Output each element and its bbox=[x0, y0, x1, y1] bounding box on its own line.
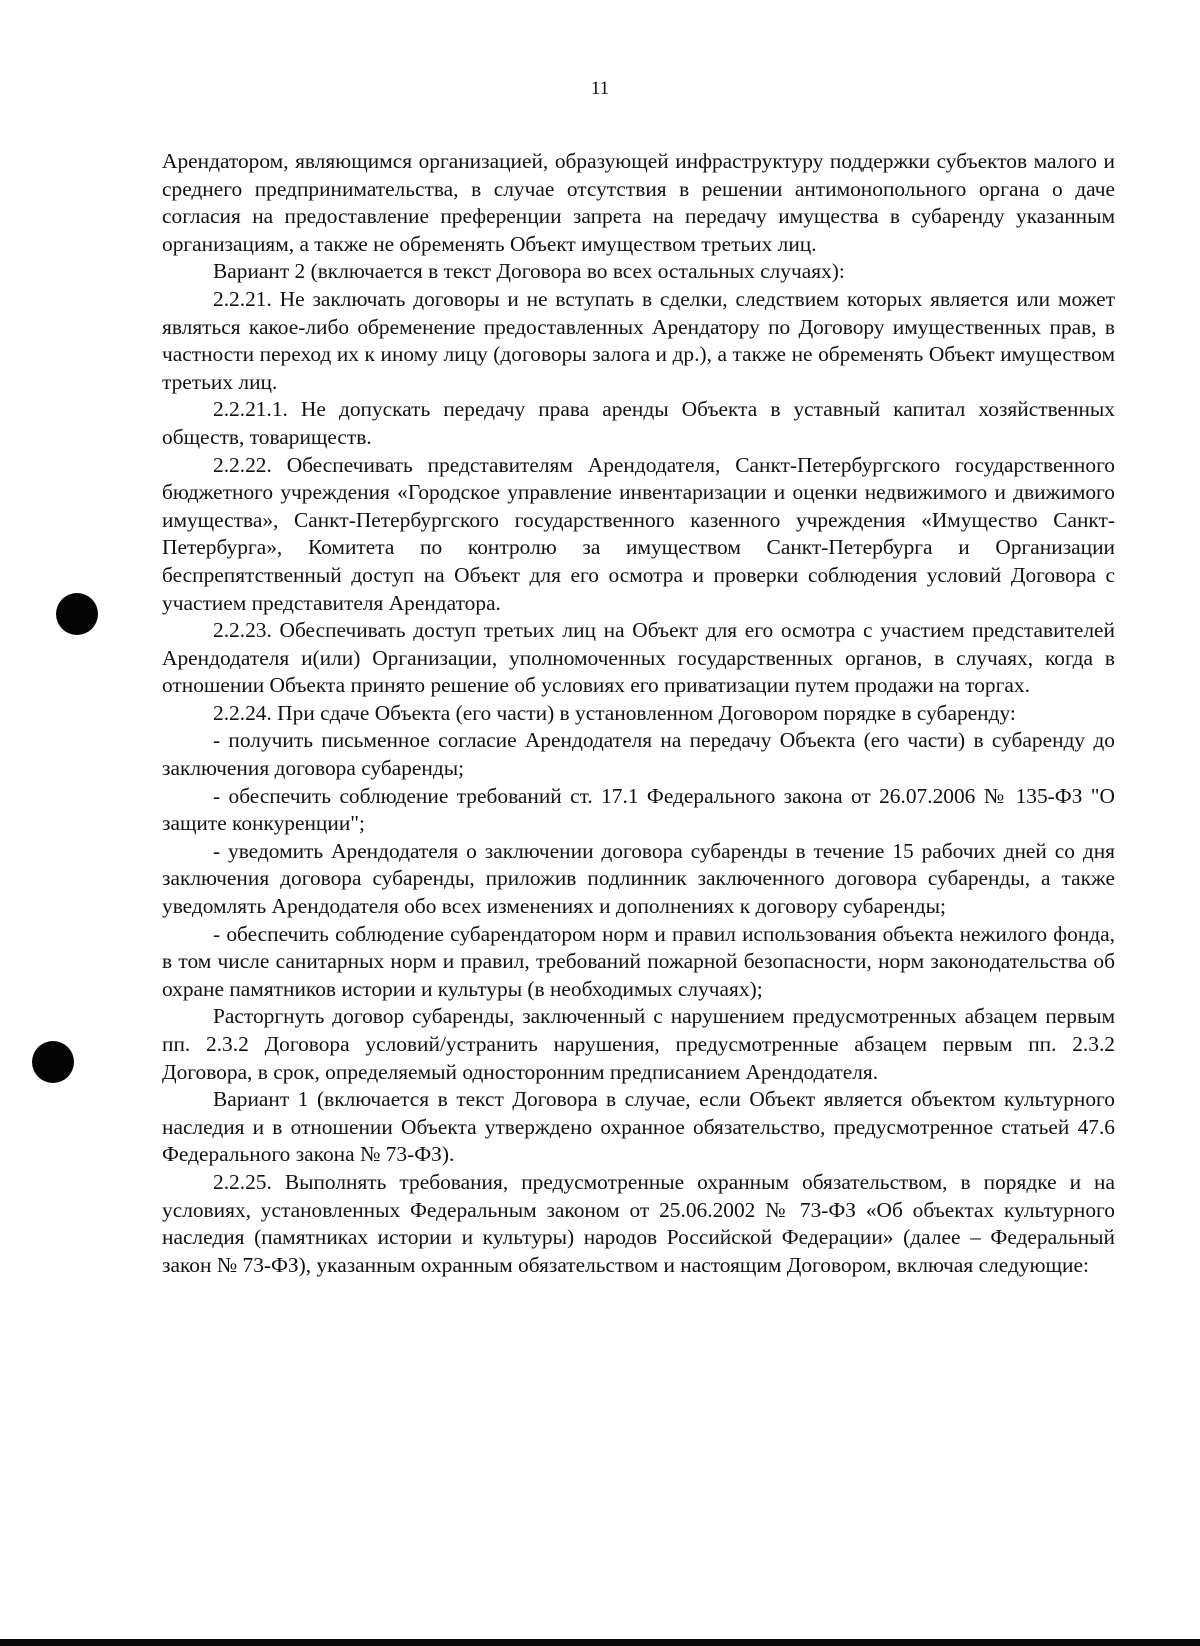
paragraph-2-2-22: 2.2.22. Обеспечивать представителям Арендодателя, Санкт-Петербургского государственного бюджетного учреждения «Городское управление инвентаризации и оценки недвижимого и движимого имущества», Санкт-Петербургского государственного казенного учреждения «Имущество Санкт-Петербурга», Комитета по контролю за имуществом Санкт-Петербурга и Организации беспрепятственный доступ на Объект для его осмотра и проверки соблюдения условий Договора с участием представителя Арендатора. bbox=[162, 452, 1115, 615]
document-body bbox=[162, 148, 1115, 1279]
list-item-written-consent: - получить письменное согласие Арендодателя на передачу Объекта (его части) в субаренду до заключения договора субаренды; bbox=[162, 728, 1115, 781]
list-item-subtenant-compliance: - обеспечить соблюдение субарендатором норм и правил использования объекта нежилого фонда, в том числе санитарных норм и правил, требований пожарной безопасности, норм законодательства об охране памятников истории и культуры (в необходимых случаях); bbox=[162, 921, 1115, 1001]
paragraph-tenant-infrastructure: Арендатором, являющимся организацией, образующей инфраструктуру поддержки субъектов малого и среднего предпринимательства, в случае отсутствия в решении антимонопольного органа о даче согласия на предоставление преференции запрета на передачу имущества в субаренду указанным организациям, а также не обременять Объект имуществом третьих лиц. bbox=[162, 149, 1115, 256]
page-number: 11 bbox=[590, 78, 610, 99]
paragraph-variant-1: Вариант 1 (включается в текст Договора в случае, если Объект является объектом культурного наследия и в отношении Объекта утверждено охранное обязательство, предусмотренное статьей 47.6 Федерального закона № 73-ФЗ). bbox=[162, 1087, 1115, 1167]
scan-edge-gap bbox=[0, 1636, 735, 1639]
list-item-notify-landlord: - уведомить Арендодателя о заключении договора субаренды в течение 15 рабочих дней со дня заключения договора субаренды, приложив подлинник заключенного договора субаренды, а также уведомлять Арендодателя обо всех изменениях и дополнениях к договору субаренды; bbox=[162, 838, 1115, 919]
punch-hole-bottom bbox=[32, 1041, 74, 1083]
paragraph-2-2-25: 2.2.25. Выполнять требования, предусмотренные охранным обязательством, в порядке и на условиях, установленных Федеральным законом от 25.06.2002 № 73-ФЗ «Об объектах культурного наследия (памятниках истории и культуры) народов Российской Федерации» (далее – Федеральный закон № 73-ФЗ), указанным охранным обязательством и настоящим Договором, включая следующие: bbox=[162, 1169, 1115, 1277]
scan-edge-line bbox=[0, 1639, 1200, 1646]
paragraph-terminate-sublease: Расторгнуть договор субаренды, заключенный с нарушением предусмотренных абзацем первым пп. 2.3.2 Договора условий/устранить нарушения, предусмотренные абзацем первым пп. 2.3.2 Договора, в срок, определяемый односторонним предписанием Арендодателя. bbox=[162, 1004, 1115, 1084]
paragraph-variant-2: Вариант 2 (включается в текст Договора во всех остальных случаях): bbox=[213, 259, 845, 284]
paragraph-2-2-21: 2.2.21. Не заключать договоры и не вступать в сделки, следствием которых является или может являться какое-либо обременение предоставленных Арендатору по Договору имущественных прав, в частности переход их к иному лицу (договоры залога и др.), а также не обременять Объект имуществом третьих лиц. bbox=[162, 286, 1115, 394]
list-item-competition-law: - обеспечить соблюдение требований ст. 17.1 Федерального закона от 26.07.2006 № 135-ФЗ "О защите конкуренции"; bbox=[162, 783, 1115, 836]
paragraph-2-2-23: 2.2.23. Обеспечивать доступ третьих лиц на Объект для его осмотра с участием представителей Арендодателя и(или) Организации, уполномоченных государственных органов, в случаях, когда в отношении Объекта принято решение об условиях его приватизации путем продажи на торгах. bbox=[162, 618, 1115, 698]
paragraph-2-2-21-1: 2.2.21.1. Не допускать передачу права аренды Объекта в уставный капитал хозяйственных обществ, товариществ. bbox=[162, 397, 1115, 449]
paragraph-2-2-24: 2.2.24. При сдаче Объекта (его части) в установленном Договором порядке в субаренду: bbox=[213, 700, 1016, 725]
punch-hole-top bbox=[56, 593, 98, 635]
